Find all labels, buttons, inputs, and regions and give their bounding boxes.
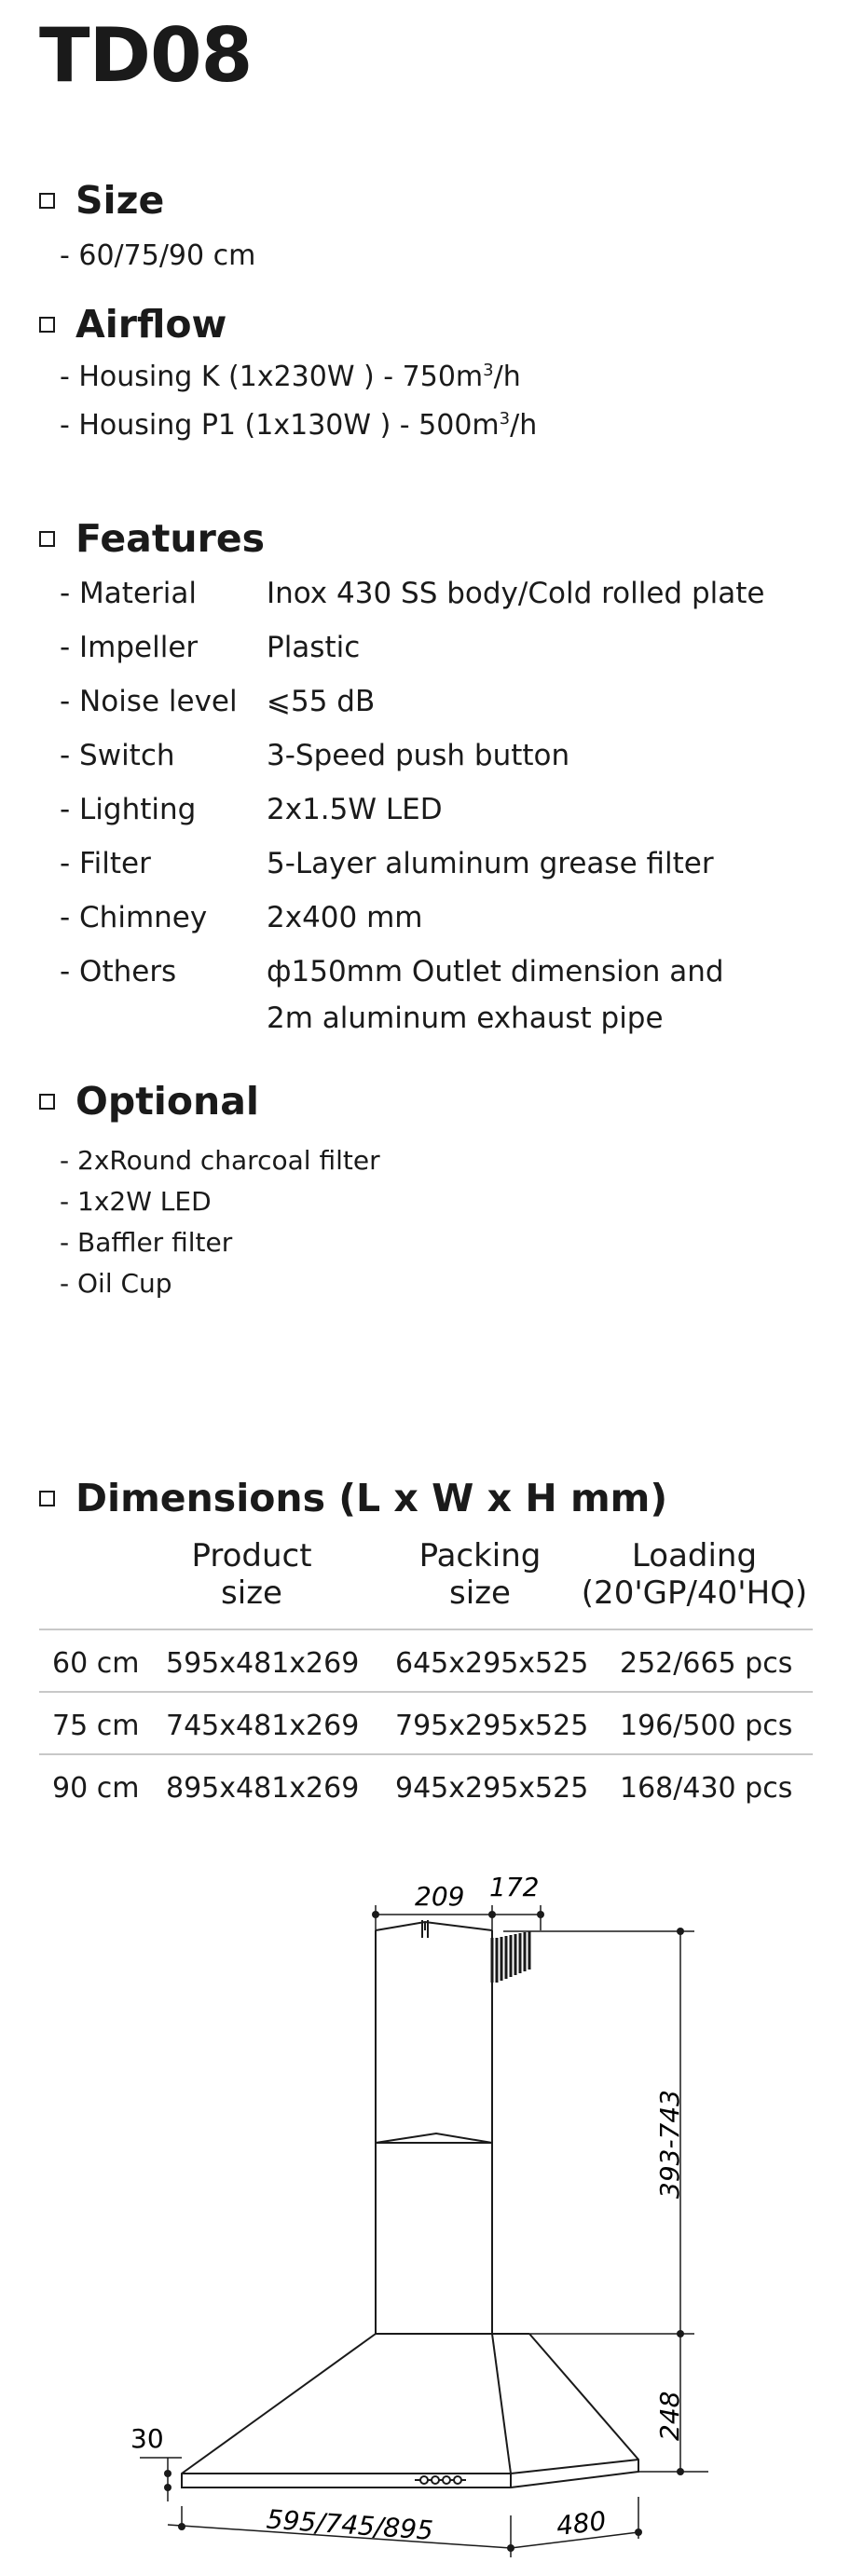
feature-row: - Switch 3-Speed push button — [60, 739, 570, 772]
row-loading: 168/430 pcs — [620, 1772, 793, 1805]
row-packing: 795x295x525 — [395, 1710, 589, 1742]
range-hood-drawing — [0, 1863, 864, 2576]
row-size: 90 cm — [52, 1772, 140, 1805]
row-packing: 645x295x525 — [395, 1647, 589, 1680]
airflow-section-header — [39, 301, 226, 348]
row-size: 60 cm — [52, 1647, 140, 1680]
size-heading: Size — [75, 178, 165, 223]
row-product: 595x481x269 — [166, 1647, 360, 1680]
dim-depth: 480 — [555, 2504, 609, 2542]
features-heading: Features — [75, 516, 266, 561]
size-value: - 60/75/90 cm — [60, 239, 256, 272]
row-product: 745x481x269 — [166, 1710, 360, 1742]
feature-row: - Filter 5-Layer aluminum grease filter — [60, 847, 714, 880]
feature-row: - Material Inox 430 SS body/Cold rolled plate — [60, 577, 765, 610]
product-title: TD08 — [39, 12, 253, 99]
checkbox-square-icon — [39, 317, 55, 333]
feature-others-continued: 2m aluminum exhaust pipe — [267, 1002, 664, 1035]
dim-chimney-height: 393-743 — [654, 2090, 685, 2199]
optional-section-header — [39, 1078, 259, 1124]
checkbox-square-icon — [39, 531, 55, 547]
table-divider — [39, 1629, 813, 1630]
optional-item: - 1x2W LED — [60, 1186, 212, 1217]
optional-item: - Baffler filter — [60, 1227, 233, 1258]
row-packing: 945x295x525 — [395, 1772, 589, 1805]
checkbox-square-icon — [39, 1094, 55, 1110]
dimensions-heading: Dimensions (L x W x H mm) — [75, 1476, 668, 1520]
dim-top-width: 209 — [415, 1881, 465, 1912]
size-section-header — [39, 177, 164, 224]
dim-hood-height: 248 — [654, 2391, 685, 2441]
optional-item: - 2xRound charcoal filter — [60, 1145, 380, 1176]
feature-row: - Chimney 2x400 mm — [60, 901, 423, 934]
airflow-line: - Housing P1 (1x130W ) - $500m^3/h$ — [60, 409, 538, 442]
optional-item: - Oil Cup — [60, 1268, 172, 1299]
dim-base-thickness: 30 — [130, 2423, 164, 2454]
row-loading: 252/665 pcs — [620, 1647, 793, 1680]
feature-row: - Noise level ⩽55 dB — [60, 685, 376, 718]
dim-top-depth: 172 — [489, 1872, 540, 1902]
checkbox-square-icon — [39, 1491, 55, 1506]
table-divider — [39, 1753, 813, 1755]
header-packing-size: Packing size — [418, 1537, 542, 1612]
dim-width: 595/745/895 — [265, 2503, 434, 2546]
header-product-size: Product size — [191, 1537, 312, 1612]
feature-row: - Others ф150mm Outlet dimension and — [60, 955, 724, 988]
table-divider — [39, 1691, 813, 1693]
checkbox-square-icon — [39, 193, 55, 209]
row-size: 75 cm — [52, 1710, 140, 1742]
header-loading: Loading (20'GP/40'HQ) — [581, 1537, 808, 1612]
features-section-header — [39, 515, 265, 562]
feature-row: - Impeller Plastic — [60, 631, 361, 664]
optional-heading: Optional — [75, 1079, 259, 1124]
dimensions-section-header — [39, 1475, 667, 1521]
row-product: 895x481x269 — [166, 1772, 360, 1805]
airflow-heading: Airflow — [75, 302, 227, 347]
feature-row: - Lighting 2x1.5W LED — [60, 793, 443, 826]
row-loading: 196/500 pcs — [620, 1710, 793, 1742]
airflow-line: - Housing K (1x230W ) - $750m^3/h$ — [60, 361, 521, 393]
